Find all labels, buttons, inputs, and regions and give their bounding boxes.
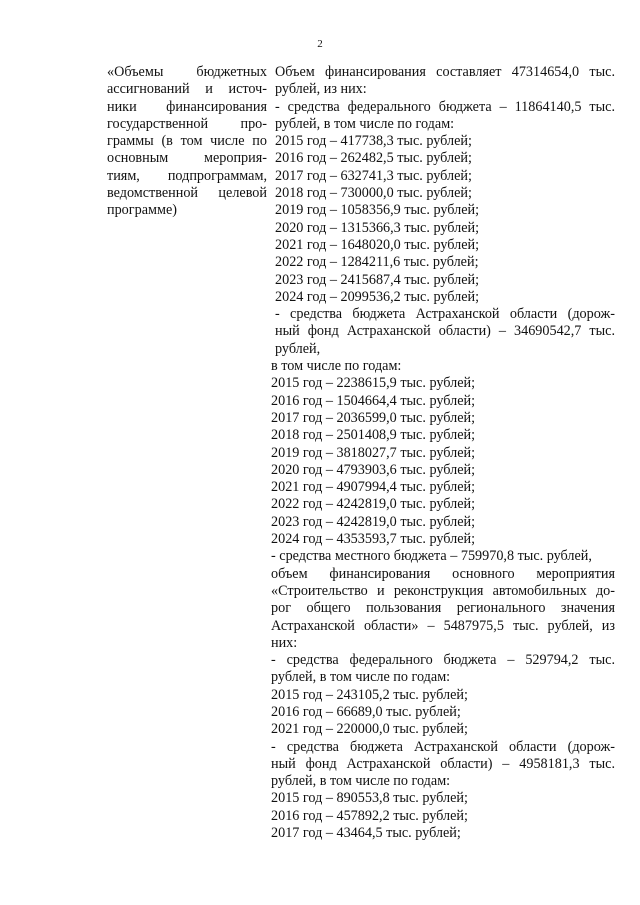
right-line: рог общего пользования регионального значения [271,600,615,617]
left-line: программе) [107,202,177,219]
left-line: граммы (в том числе по [107,133,267,150]
right-line: 2017 год – 632741,3 тыс. рублей; [275,167,472,184]
right-line: 2017 год – 43464,5 тыс. рублей; [271,825,461,842]
left-line: государственной про- [107,115,267,132]
right-line: - средства федерального бюджета – 529794,2 тыс. [271,652,615,669]
right-line: 2019 год – 1058356,9 тыс. рублей; [275,202,480,219]
left-line: «Объемы бюджетных [107,64,267,80]
right-line: объем финансирования основного мероприятия [271,565,615,582]
right-line: 2018 год – 2501408,9 тыс. рублей; [271,427,476,444]
right-line: 2022 год – 4242819,0 тыс. рублей; [271,496,476,513]
left-line: ники финансирования [107,98,267,115]
right-line: «Строительство и реконструкция автомобильных до- [271,582,615,599]
right-line: - средства бюджета Астраханской области (дорож- [275,306,615,323]
right-line: 2020 год – 1315366,3 тыс. рублей; [275,219,480,236]
right-line: - средства бюджета Астраханской области (дорож- [271,738,615,755]
right-column-text [271,64,615,842]
right-line: 2023 год – 2415687,4 тыс. рублей; [275,271,480,288]
right-line: 2021 год – 220000,0 тыс. рублей; [271,721,468,738]
right-line: Астраханской области» – 5487975,5 тыс. рублей, из [271,617,615,634]
left-column-label [107,64,267,220]
right-line: рублей, в том числе по годам: [271,773,451,790]
left-line: ведомственной целевой [107,185,267,202]
right-line: 2024 год – 2099536,2 тыс. рублей; [275,288,480,305]
right-line: 2016 год – 262482,5 тыс. рублей; [275,150,472,167]
right-line: ный фонд Астраханской области) – 4958181,3 тыс. [271,755,615,772]
right-line: - средства федерального бюджета – 11864140,5 тыс. [275,98,615,115]
right-line: Объем финансирования составляет 47314654,0 тыс. [275,64,615,80]
right-line: рублей, в том числе по годам: [275,115,455,132]
right-line: 2016 год – 457892,2 тыс. рублей; [271,807,468,824]
right-line: 2021 год – 4907994,4 тыс. рублей; [271,479,476,496]
right-line: 2018 год – 730000,0 тыс. рублей; [275,185,472,202]
right-line: 2020 год – 4793903,6 тыс. рублей; [271,461,476,478]
right-line: 2015 год – 890553,8 тыс. рублей; [271,790,468,807]
right-line: 2017 год – 2036599,0 тыс. рублей; [271,409,476,426]
right-line: ный фонд Астраханской области) – 34690542,7 тыс. [275,323,615,340]
page-number: 2 [317,38,323,50]
right-line: рублей, в том числе по годам: [271,669,451,686]
left-line: ассигнований и источ- [107,81,267,98]
right-line: 2021 год – 1648020,0 тыс. рублей; [275,236,480,253]
right-line: 2016 год – 66689,0 тыс. рублей; [271,703,461,720]
right-line: 2019 год – 3818027,7 тыс. рублей; [271,444,476,461]
left-line: тиям, подпрограммам, [107,167,267,184]
right-line: 2016 год – 1504664,4 тыс. рублей; [271,392,476,409]
left-line: основным мероприя- [107,150,267,167]
right-line: 2015 год – 243105,2 тыс. рублей; [271,686,468,703]
right-line: - средства местного бюджета – 759970,8 тыс. рублей, [271,548,592,565]
right-line: рублей, [275,340,321,357]
right-line: них: [271,634,298,651]
right-line: 2023 год – 4242819,0 тыс. рублей; [271,513,476,530]
right-line: в том числе по годам: [271,358,402,375]
right-line: 2015 год – 2238615,9 тыс. рублей; [271,375,476,392]
right-line: рублей, из них: [275,81,367,98]
right-line: 2022 год – 1284211,6 тыс. рублей; [275,254,479,271]
right-line: 2024 год – 4353593,7 тыс. рублей; [271,531,476,548]
right-line: 2015 год – 417738,3 тыс. рублей; [275,133,472,150]
